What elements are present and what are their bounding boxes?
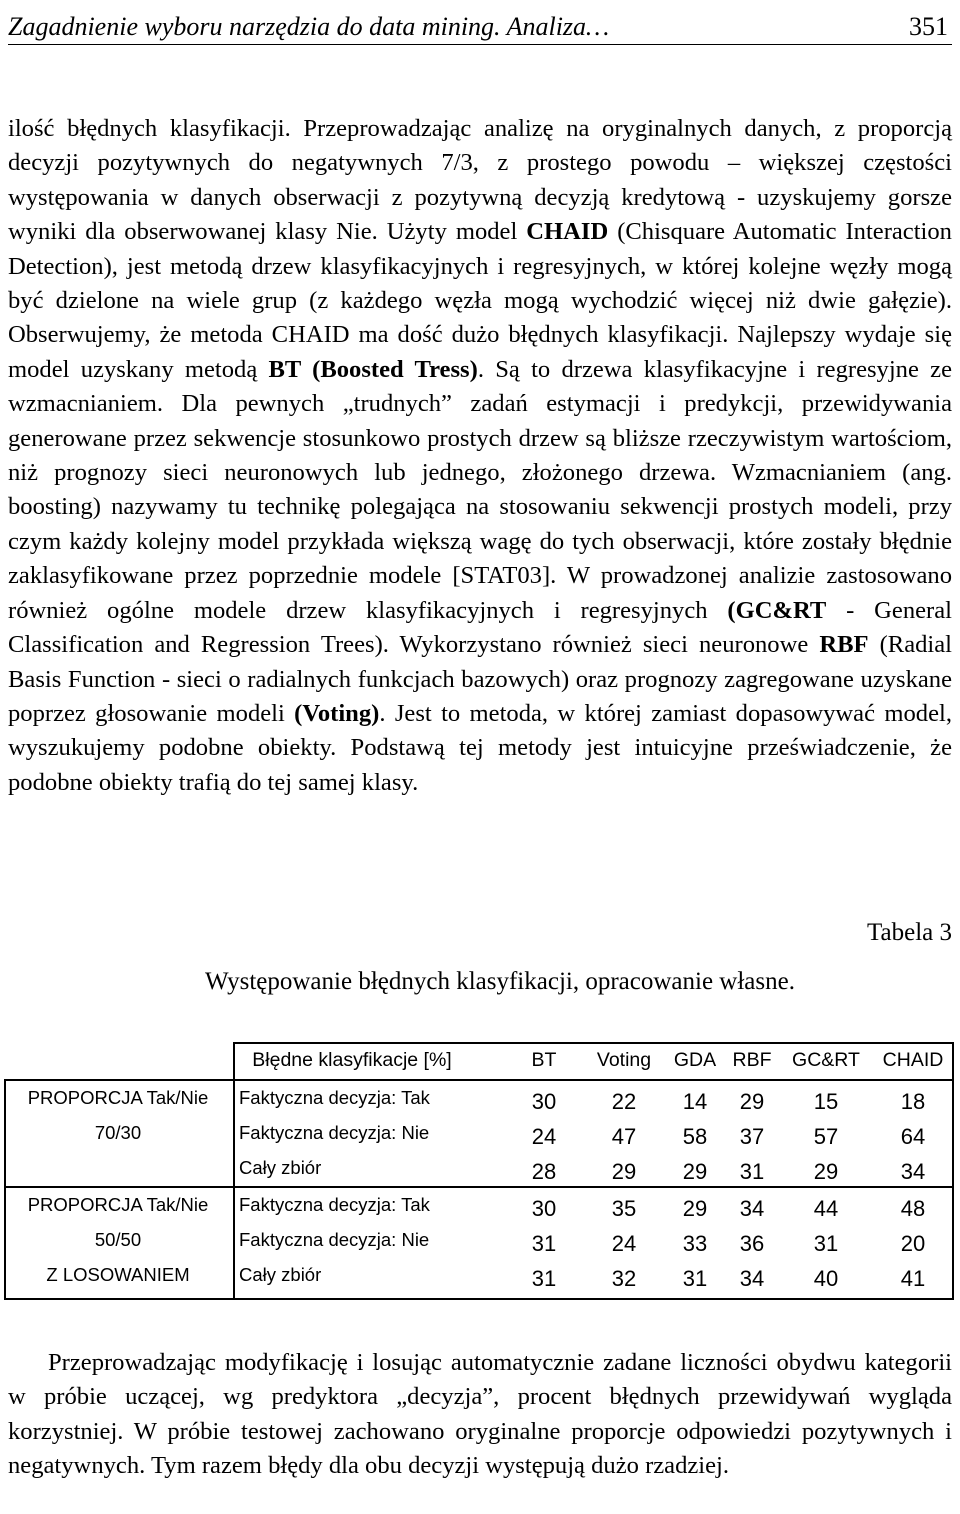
table-header-rbf: RBF bbox=[732, 1048, 772, 1071]
value-cell: 29 bbox=[611, 1159, 637, 1184]
page-number: 351 bbox=[909, 12, 948, 41]
value-cell: 24 bbox=[611, 1231, 637, 1256]
value-cell: 48 bbox=[900, 1196, 926, 1221]
value-cell: 57 bbox=[813, 1124, 839, 1149]
header-title: Zagadnienie wyboru narzędzia do data mining. Analiza… bbox=[8, 12, 610, 41]
row-label: Faktyczna decyzja: Tak bbox=[239, 1194, 430, 1215]
results-table bbox=[4, 1042, 954, 1300]
row-label: Cały zbiór bbox=[239, 1264, 322, 1285]
row-label: Faktyczna decyzja: Nie bbox=[239, 1229, 430, 1250]
value-cell: 29 bbox=[682, 1196, 708, 1221]
value-cell: 34 bbox=[739, 1266, 765, 1291]
para1-bold-voting: (Voting) bbox=[294, 699, 380, 727]
value-cell: 33 bbox=[682, 1231, 708, 1256]
border-group-divider bbox=[4, 1186, 954, 1188]
header-rule bbox=[8, 44, 952, 45]
para1-text-6: . Jest to metoda, w której zamiast dopasowywać model, wyszukujemy podobne obiekty. Podstawą tej metody jest intuicyjne przeświadczenie, że podobne obiekty trafią do tej samej klasy. bbox=[8, 699, 952, 796]
value-cell: 24 bbox=[531, 1124, 557, 1149]
table-caption: Występowanie błędnych klasyfikacji, opracowanie własne. bbox=[205, 968, 795, 995]
value-cell: 31 bbox=[739, 1159, 765, 1184]
value-cell: 22 bbox=[611, 1089, 637, 1114]
body-paragraph-2: Przeprowadzając modyfikację i losując automatycznie zadane liczności obydwu kategorii w próbie uczącej, wg predyktora „decyzja”, procent błędnych przewidywań wygląda korzystniej. W próbie testowej zachowano oryginalne proporcje odpowiedzi pozytywnych i negatywnych. Tym razem błędy dla obu decyzji występują dużo rzadziej. bbox=[8, 1349, 952, 1480]
value-cell: 29 bbox=[739, 1089, 765, 1114]
value-cell: 34 bbox=[739, 1196, 765, 1221]
para1-bold-gcrt: (GC&RT bbox=[727, 596, 827, 624]
value-cell: 18 bbox=[900, 1089, 926, 1114]
para1-text-2: (Chisquare Automatic Interaction Detection), jest metodą drzew klasyfikacyjnych i regresyjnych, w której kolejne węzły mogą być dzielone na wiele grup (z każdego węzła mogą wychodzić więcej niż dwie gałęzie). Obserwujemy, że metoda CHAID ma dość dużo błędnych klasyfikacji. Najlepszy wydaje się model uzyskany metodą bbox=[8, 218, 952, 383]
value-cell: 47 bbox=[611, 1124, 637, 1149]
table-header-bt: BT bbox=[531, 1048, 557, 1071]
value-cell: 31 bbox=[531, 1266, 557, 1291]
value-cell: 15 bbox=[813, 1089, 839, 1114]
para1-text-1: ilość błędnych klasyfikacji. Przeprowadzając analizę na oryginalnych danych, z proporcją decyzji pozytywnych do negatywnych 7/3, z prostego powodu – większej częstości występowania w danych obserwacji z pozytywną decyzją kredytową - uzyskujemy gorsze wyniki dla obserwowanej klasy Nie. Użyty model bbox=[8, 115, 952, 246]
running-header bbox=[8, 2, 948, 42]
value-cell: 30 bbox=[531, 1196, 557, 1221]
border-bottom bbox=[4, 1298, 954, 1300]
group1-label-ratio: 70/30 bbox=[94, 1122, 142, 1143]
value-cell: 41 bbox=[900, 1266, 926, 1291]
row-label: Cały zbiór bbox=[239, 1157, 322, 1178]
table-header-chaid: CHAID bbox=[882, 1048, 944, 1071]
value-cell: 58 bbox=[682, 1124, 708, 1149]
value-cell: 35 bbox=[611, 1196, 637, 1221]
para1-bold-chaid: CHAID bbox=[526, 218, 609, 246]
border-top-body bbox=[4, 1079, 954, 1081]
border-top-header bbox=[233, 1042, 953, 1044]
border-left-outer bbox=[4, 1079, 6, 1300]
group2-label-ratio: 50/50 bbox=[94, 1229, 142, 1250]
table-header-label: Błędne klasyfikacje [%] bbox=[252, 1048, 452, 1071]
group1-label-proportion: PROPORCJA Tak/Nie bbox=[27, 1087, 209, 1108]
value-cell: 44 bbox=[813, 1196, 839, 1221]
para1-text-4: - General Classification and Regression Trees). Wykorzystano również sieci neuronowe bbox=[8, 596, 952, 659]
para1-bold-rbf: RBF bbox=[819, 631, 869, 659]
row-label: Faktyczna decyzja: Nie bbox=[239, 1122, 430, 1143]
value-cell: 29 bbox=[682, 1159, 708, 1184]
value-cell: 40 bbox=[813, 1266, 839, 1291]
value-cell: 32 bbox=[611, 1266, 637, 1291]
group2-label-proportion: PROPORCJA Tak/Nie bbox=[27, 1194, 209, 1215]
value-cell: 37 bbox=[739, 1124, 765, 1149]
value-cell: 28 bbox=[531, 1159, 557, 1184]
value-cell: 36 bbox=[739, 1231, 765, 1256]
table-header-gda: GDA bbox=[673, 1048, 717, 1071]
table-header-voting: Voting bbox=[596, 1048, 652, 1071]
value-cell: 29 bbox=[813, 1159, 839, 1184]
group2-label-sampling: Z LOSOWANIEM bbox=[46, 1264, 190, 1285]
para1-bold-bt: BT (Boosted Tress) bbox=[268, 355, 478, 383]
value-cell: 20 bbox=[900, 1231, 926, 1256]
value-cell: 30 bbox=[531, 1089, 557, 1114]
value-cell: 34 bbox=[900, 1159, 926, 1184]
para1-text-5: (Radial Basis Function - sieci o radialnych funkcjach bazowych) oraz prognozy zagregowane uzyskane poprzez głosowanie modeli bbox=[8, 631, 952, 727]
value-cell: 14 bbox=[682, 1089, 708, 1114]
value-cell: 64 bbox=[900, 1124, 926, 1149]
value-cell: 31 bbox=[531, 1231, 557, 1256]
value-cell: 31 bbox=[813, 1231, 839, 1256]
para1-text-3: . Są to drzewa klasyfikacyjne i regresyjne ze wzmacnianiem. Dla pewnych „trudnych” zadań estymacji i predykcji, przewidywania generowane przez sekwencje stosunkowo prostych drzew są bliższe rzeczywistym wartościom, niż prognozy sieci neuronowych lub jednego, złożonego drzewa. Wzmacnianiem (ang. boosting) nazywamy tu technikę polegająca na stosowaniu sekwencji prostych modeli, przy czym każdy kolejny model przykłada większą wagę do tych obserwacji, które zostały błędnie zaklasyfikowane przez poprzednie modele [STAT03]. W prowadzonej analizie zastosowano również ogólne modele drzew klasyfikacyjnych i regresyjnych bbox=[8, 355, 952, 624]
value-cell: 31 bbox=[682, 1266, 708, 1291]
table-number: Tabela 3 bbox=[866, 919, 952, 946]
body-paragraph-1 bbox=[8, 112, 952, 800]
table-header-gcrt: GC&RT bbox=[792, 1048, 860, 1071]
row-label: Faktyczna decyzja: Tak bbox=[239, 1087, 430, 1108]
